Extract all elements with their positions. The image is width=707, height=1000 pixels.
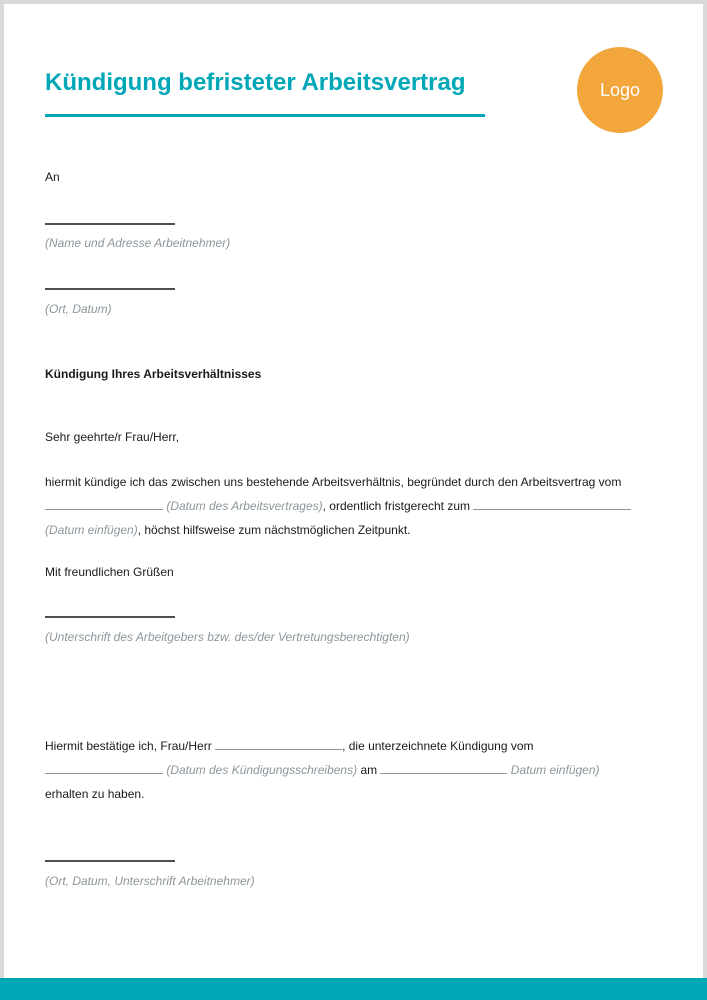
blank-line <box>380 763 507 774</box>
paragraph-line <box>45 494 657 518</box>
blank-line <box>45 499 163 510</box>
paragraph-line <box>45 518 657 542</box>
body-text: am <box>357 763 381 777</box>
body-text: , höchst hilfsweise zum nächstmöglichen Zeitpunkt. <box>137 523 411 537</box>
employer-signature-line <box>45 616 175 618</box>
recipient-address-placeholder: (Name und Adresse Arbeitnehmer) <box>45 236 231 250</box>
recipient-to-label: An <box>45 170 60 184</box>
body-text: hiermit kündige ich das zwischen uns bestehende Arbeitsverhältnis, begründet durch den Arbeitsvertrag vom <box>45 475 622 489</box>
page-title: Kündigung befristeter Arbeitsvertrag <box>45 69 466 96</box>
logo-badge <box>577 47 663 133</box>
confirmation-paragraph <box>45 734 657 806</box>
employee-signature-placeholder: (Ort, Datum, Unterschrift Arbeitnehmer) <box>45 874 255 888</box>
blank-line <box>45 763 163 774</box>
subject-line: Kündigung Ihres Arbeitsverhältnisses <box>45 367 262 381</box>
recipient-place-date-line <box>45 288 175 290</box>
body-text: , ordentlich fristgerecht zum <box>322 499 474 513</box>
paragraph-line <box>45 758 657 782</box>
employee-signature-line <box>45 860 175 862</box>
body-text: erhalten zu haben. <box>45 787 145 801</box>
paragraph-line <box>45 734 657 758</box>
closing-line: Mit freundlichen Grüßen <box>45 565 174 579</box>
title-underline <box>45 114 485 117</box>
placeholder-text: (Datum einfügen) <box>45 523 138 537</box>
blank-line <box>473 499 631 510</box>
termination-paragraph <box>45 470 657 542</box>
salutation: Sehr geehrte/r Frau/Herr, <box>45 430 180 444</box>
recipient-name-line <box>45 223 175 225</box>
place-date-placeholder: (Ort, Datum) <box>45 302 112 316</box>
employer-signature-placeholder: (Unterschrift des Arbeitgebers bzw. des/der Vertretungsberechtigten) <box>45 630 410 644</box>
paragraph-line <box>45 470 657 494</box>
body-text: , die unterzeichnete Kündigung vom <box>342 739 534 753</box>
document-page <box>4 4 703 1000</box>
placeholder-text: (Datum des Kündigungsschreibens) <box>163 763 358 777</box>
body-text: Hiermit bestätige ich, Frau/Herr <box>45 739 216 753</box>
placeholder-text: (Datum des Arbeitsvertrages) <box>163 499 323 513</box>
paragraph-line <box>45 782 657 806</box>
logo-label: Logo <box>599 80 641 100</box>
footer-bar <box>0 978 707 1000</box>
blank-line <box>215 739 342 750</box>
placeholder-text: Datum einfügen) <box>507 763 600 777</box>
